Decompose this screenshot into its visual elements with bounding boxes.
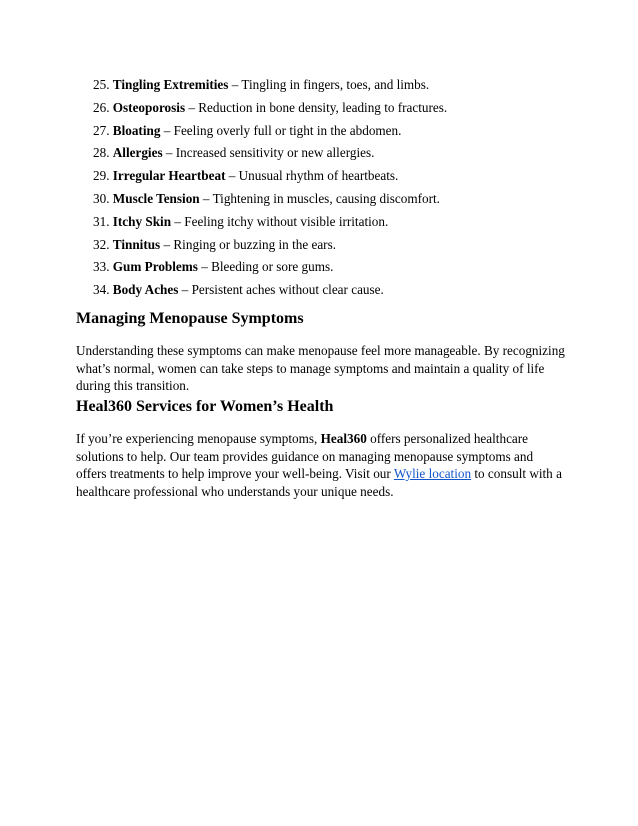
item-number: 33.: [93, 259, 110, 275]
list-item: [93, 97, 447, 120]
item-term: Body Aches: [112, 282, 179, 298]
services-heading: Heal360 Services for Women’s Health: [76, 398, 334, 415]
item-term: Muscle Tension: [112, 190, 200, 206]
item-description: – Persistent aches without clear cause.: [178, 282, 384, 298]
symptom-list: [93, 74, 447, 302]
services-text-middle: offers personalized healthcare solutions to help. Our team provides guidance on managing menopause symptoms and offers treatments to help improve your well-being. Visit our: [76, 431, 534, 482]
item-number: 25.: [93, 77, 110, 92]
item-number: 34.: [93, 282, 110, 298]
list-item: [93, 74, 447, 97]
item-term: Bloating: [112, 122, 161, 138]
item-number: 27.: [93, 122, 110, 138]
list-item: [93, 211, 447, 234]
item-number: 28.: [93, 145, 110, 161]
item-term: Gum Problems: [112, 259, 198, 275]
item-term: Irregular Heartbeat: [112, 168, 226, 184]
item-description: – Reduction in bone density, leading to fractures.: [185, 99, 448, 115]
item-description: – Unusual rhythm of heartbeats.: [225, 168, 399, 184]
item-description: – Tightening in muscles, causing discomfort.: [199, 190, 440, 206]
managing-heading: Managing Menopause Symptoms: [76, 310, 304, 327]
item-number: 26.: [93, 99, 110, 115]
item-description: – Tingling in fingers, toes, and limbs.: [228, 77, 430, 92]
list-item: [93, 142, 447, 165]
list-item: [93, 279, 447, 302]
list-item: [93, 165, 447, 188]
services-text-after: to consult with a healthcare professional who understands your unique needs.: [76, 466, 562, 499]
item-number: 29.: [93, 168, 110, 184]
item-term: Tinnitus: [112, 236, 161, 252]
item-number: 30.: [93, 190, 110, 206]
managing-paragraph: Understanding these symptoms can make menopause feel more manageable. By recognizing what’s normal, women can take steps to manage symptoms and maintain a quality of life during this transition.: [76, 343, 565, 394]
list-item: [93, 120, 447, 143]
item-term: Osteoporosis: [112, 99, 186, 115]
wylie-location-link[interactable]: Wylie location: [393, 466, 472, 482]
services-paragraph: [76, 430, 566, 500]
item-description: – Ringing or buzzing in the ears.: [160, 236, 336, 252]
item-number: 32.: [93, 236, 110, 252]
list-item: [93, 256, 447, 279]
item-number: 31.: [93, 213, 110, 229]
item-term: Allergies: [112, 145, 163, 161]
item-description: – Feeling overly full or tight in the abdomen.: [160, 122, 402, 138]
item-description: – Feeling itchy without visible irritation.: [171, 213, 389, 229]
brand-name: Heal360: [320, 431, 367, 446]
item-description: – Increased sensitivity or new allergies.: [162, 145, 375, 161]
item-term: Itchy Skin: [112, 213, 172, 229]
list-item: [93, 188, 447, 211]
item-term: Tingling Extremities: [112, 77, 229, 92]
item-description: – Bleeding or sore gums.: [197, 259, 334, 275]
list-item: [93, 234, 447, 257]
services-text-before: If you’re experiencing menopause symptoms,: [76, 431, 321, 446]
